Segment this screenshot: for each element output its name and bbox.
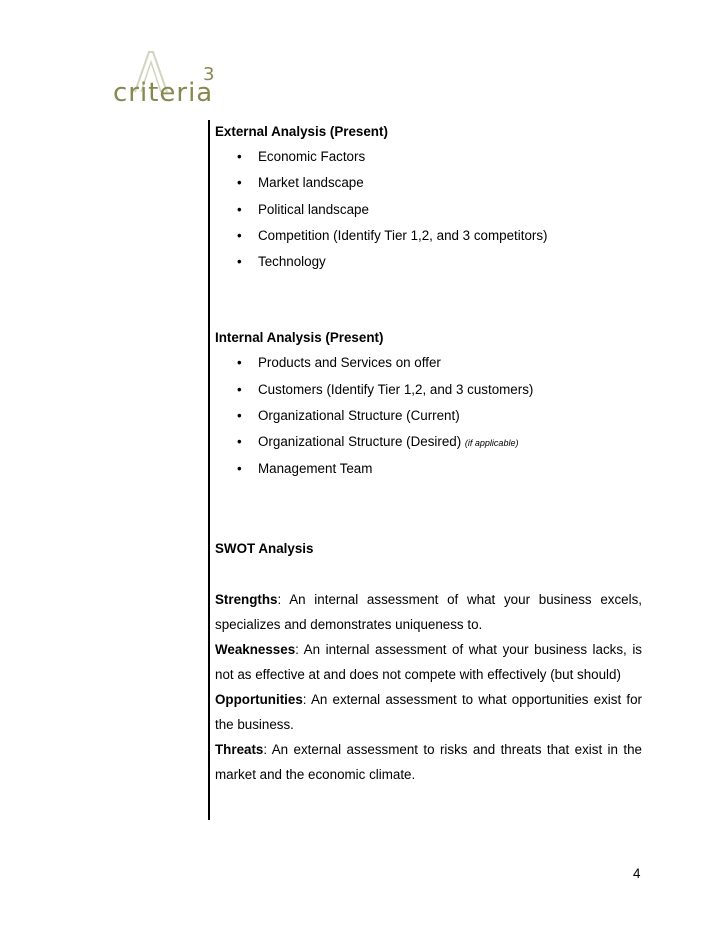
external-analysis-list	[215, 144, 642, 275]
threats-text: : An external assessment to risks and threats that exist in the market and the economic climate.	[215, 741, 642, 782]
left-margin-rule	[208, 120, 210, 820]
list-item: • Competition (Identify Tier 1,2, and 3 competitors)	[215, 223, 642, 249]
criteria-logo	[113, 48, 223, 108]
swot-weaknesses	[215, 637, 642, 687]
logo-wordmark: criteria	[113, 78, 214, 108]
document-body	[215, 122, 642, 787]
list-item: • Customers (Identify Tier 1,2, and 3 customers)	[215, 377, 642, 403]
opportunities-term: Opportunities	[215, 691, 303, 707]
internal-analysis-list	[215, 350, 642, 481]
list-item: • Market landscape	[215, 170, 642, 196]
strengths-text: : An internal assessment of what your business excels, specializes and demonstrates uniqueness to.	[215, 591, 642, 632]
bullet-icon: •	[237, 355, 242, 371]
bullet-icon: •	[237, 408, 242, 424]
list-item: • Economic Factors	[215, 144, 642, 170]
list-item: • Technology	[215, 249, 642, 275]
threats-term: Threats	[215, 741, 264, 757]
bullet-icon: •	[237, 175, 242, 191]
bullet-icon: •	[237, 227, 242, 243]
bullet-icon: •	[237, 434, 242, 450]
strengths-term: Strengths	[215, 591, 278, 607]
bullet-icon: •	[237, 149, 242, 164]
external-analysis-heading: External Analysis (Present)	[215, 124, 388, 139]
list-item: • Management Team	[215, 456, 642, 482]
list-item: • Political landscape	[215, 197, 642, 223]
page-number: 4	[633, 866, 641, 881]
list-item: • Organizational Structure (Current)	[215, 403, 642, 429]
bullet-icon: •	[237, 460, 242, 476]
bullet-icon: •	[237, 201, 242, 217]
logo-superscript: 3	[203, 64, 215, 85]
list-item: • Products and Services on offer	[215, 350, 642, 376]
bullet-icon: •	[237, 254, 242, 270]
internal-analysis-heading: Internal Analysis (Present)	[215, 330, 384, 346]
swot-opportunities	[215, 687, 642, 737]
swot-analysis-heading: SWOT Analysis	[215, 540, 314, 556]
swot-definitions	[215, 587, 642, 787]
if-applicable-note: (if applicable)	[464, 438, 519, 449]
swot-threats	[215, 737, 642, 787]
bullet-icon: •	[237, 381, 242, 397]
opportunities-text: : An external assessment to what opportunities exist for the business.	[215, 691, 642, 732]
weaknesses-term: Weaknesses	[215, 641, 296, 657]
list-item: • Organizational Structure (Desired) (if applicable)	[215, 429, 642, 455]
swot-strengths	[215, 587, 642, 637]
weaknesses-text: : An internal assessment of what your business lacks, is not as effective at and does not compete with effectively (but should)	[215, 641, 642, 682]
